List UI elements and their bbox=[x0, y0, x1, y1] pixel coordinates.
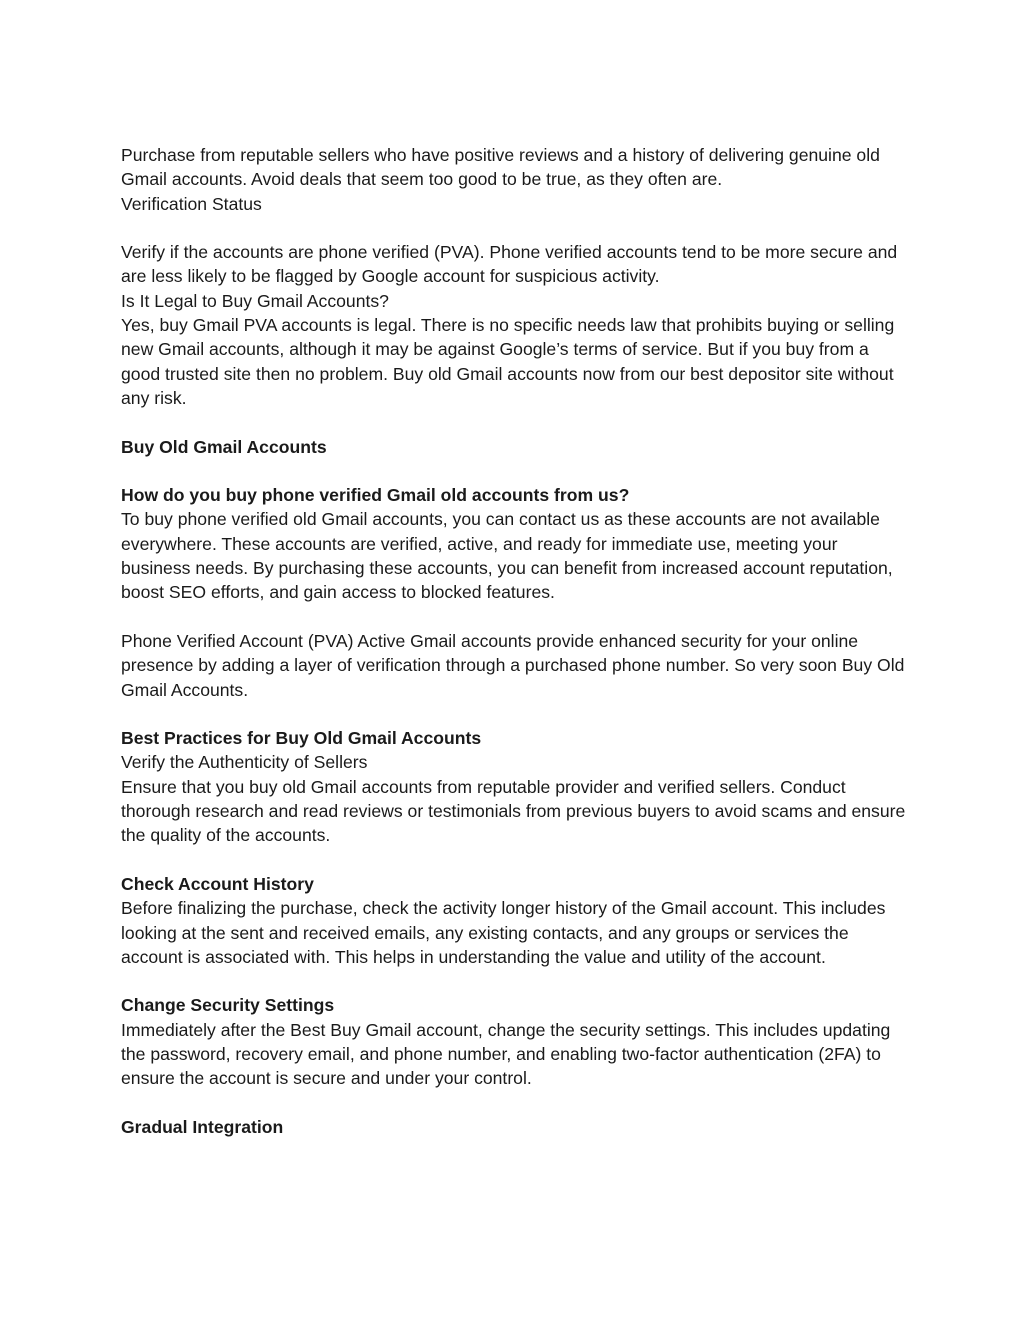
paragraph-pva-security: Phone Verified Account (PVA) Active Gmail accounts provide enhanced security for your online presence by adding a layer of verification through a purchased phone number. So very soon Buy Old Gmail Accounts. bbox=[121, 630, 905, 700]
paragraph-legality: Yes, buy Gmail PVA accounts is legal. There is no specific needs law that prohibits buying or selling new Gmail accounts, although it may be against Google’s terms of service. But if you buy from a good trusted site then no problem. Buy old Gmail accounts now from our best depositor site without any risk. bbox=[121, 315, 895, 408]
heading-how-to-buy: How do you buy phone verified Gmail old accounts from us? bbox=[121, 485, 630, 506]
spacer bbox=[121, 848, 911, 872]
spacer bbox=[121, 459, 911, 483]
subheading-is-it-legal: Is It Legal to Buy Gmail Accounts? bbox=[121, 290, 389, 311]
heading-buy-old-gmail: Buy Old Gmail Accounts bbox=[121, 436, 327, 457]
heading-gradual-integration: Gradual Integration bbox=[121, 1116, 284, 1137]
document-body bbox=[121, 143, 911, 1139]
subheading-verify-authenticity: Verify the Authenticity of Sellers bbox=[121, 752, 368, 773]
spacer bbox=[121, 605, 911, 629]
spacer bbox=[121, 410, 911, 434]
paragraph-verify-authenticity: Ensure that you buy old Gmail accounts from reputable provider and verified sellers. Conduct thorough research and read reviews or testimonials from previous buyers to avoid scams and ensure the quality of the accounts. bbox=[121, 776, 906, 846]
spacer bbox=[121, 1091, 911, 1115]
paragraph-change-security: Immediately after the Best Buy Gmail account, change the security settings. This includes updating the password, recovery email, and phone number, and enabling two-factor authentication (2FA) to ensure the account is secure and under your control. bbox=[121, 1019, 891, 1089]
paragraph-how-to-buy: To buy phone verified old Gmail accounts, you can contact us as these accounts are not available everywhere. These accounts are verified, active, and ready for immediate use, meeting your business needs. By purchasing these accounts, you can benefit from increased account reputation, boost SEO efforts, and gain access to blocked features. bbox=[121, 509, 893, 603]
heading-change-security: Change Security Settings bbox=[121, 995, 335, 1016]
heading-check-history: Check Account History bbox=[121, 873, 314, 894]
heading-best-practices: Best Practices for Buy Old Gmail Accounts bbox=[121, 728, 482, 749]
spacer bbox=[121, 216, 911, 240]
spacer bbox=[121, 969, 911, 993]
spacer bbox=[121, 702, 911, 726]
paragraph-check-history: Before finalizing the purchase, check the activity longer history of the Gmail account. This includes looking at the sent and received emails, any existing contacts, and any groups or services the account is associated with. This helps in understanding the value and utility of the account. bbox=[121, 898, 886, 967]
subheading-verification-status: Verification Status bbox=[121, 193, 262, 214]
paragraph-phone-verified: Verify if the accounts are phone verified (PVA). Phone verified accounts tend to be more secure and are less likely to be flagged by Google account for suspicious activity. bbox=[121, 242, 898, 287]
paragraph-reputable-sellers: Purchase from reputable sellers who have positive reviews and a history of delivering genuine old Gmail accounts. Avoid deals that seem too good to be true, as they often are. bbox=[121, 145, 880, 190]
